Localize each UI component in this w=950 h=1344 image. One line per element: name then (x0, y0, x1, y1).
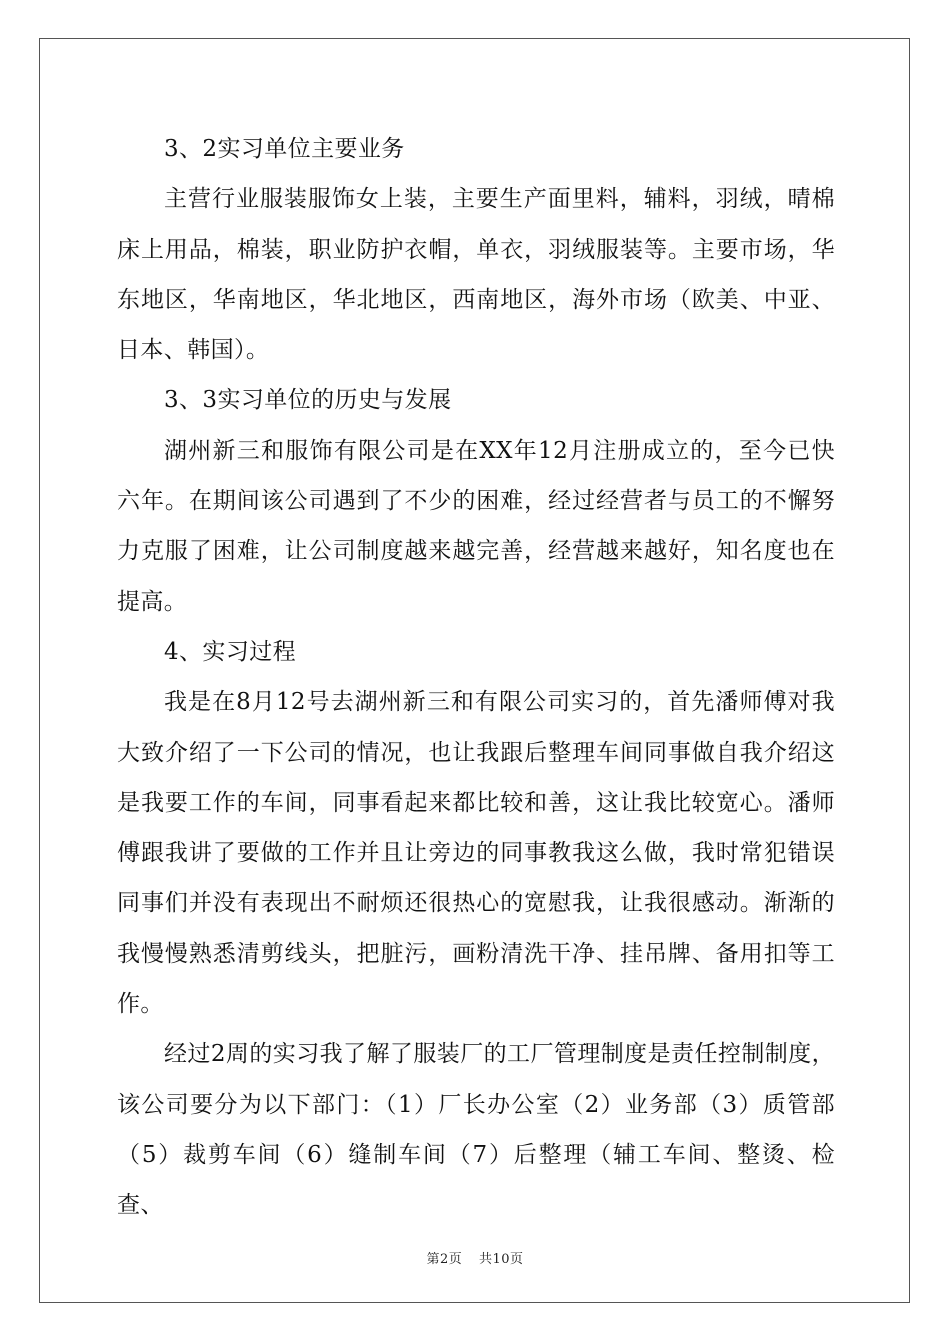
document-body (117, 124, 835, 1231)
page-total: 共10页 (478, 1252, 524, 1267)
paragraph-main-business: 主营行业服装服饰女上装，主要生产面里料，辅料，羽绒，晴棉床上用品，棉装，职业防护衣帽，单衣，羽绒服装等。主要市场，华东地区，华南地区，华北地区，西南地区，海外市场（欧美、中亚、日本、韩国）。 (117, 186, 835, 364)
section-heading-4: 4、实习过程 (164, 638, 297, 665)
page-number: 第2页 (426, 1252, 463, 1267)
page-footer (0, 1248, 950, 1267)
paragraph-history: 湖州新三和服饰有限公司是在XX年12月注册成立的，至今已快六年。在期间该公司遇到了不少的困难，经过经营者与员工的不懈努力克服了困难，让公司制度越来越完善，经营越来越好，知名度也在提高。 (117, 437, 835, 615)
paragraph-internship-process: 我是在8月12号去湖州新三和有限公司实习的，首先潘师傅对我大致介绍了一下公司的情况，也让我跟后整理车间同事做自我介绍这是我要工作的车间，同事看起来都比较和善，这让我比较宽心。潘师傅跟我讲了要做的工作并且让旁边的同事教我这么做，我时常犯错误同事们并没有表现出不耐烦还很热心的宽慰我，让我很感动。渐渐的我慢慢熟悉清剪线头，把脏污，画粉清洗干净、挂吊牌、备用扣等工作。 (117, 689, 835, 1018)
section-heading-3-3: 3、3实习单位的历史与发展 (164, 387, 452, 414)
section-heading-3-2: 3、2实习单位主要业务 (164, 136, 405, 162)
paragraph-departments: 经过2周的实习我了解了服装厂的工厂管理制度是责任控制制度，该公司要分为以下部门：（1）厂长办公室（2）业务部（3）质管部（5）裁剪车间（6）缝制车间（7）后整理（辅工车间、整烫、检查、 (117, 1041, 835, 1219)
